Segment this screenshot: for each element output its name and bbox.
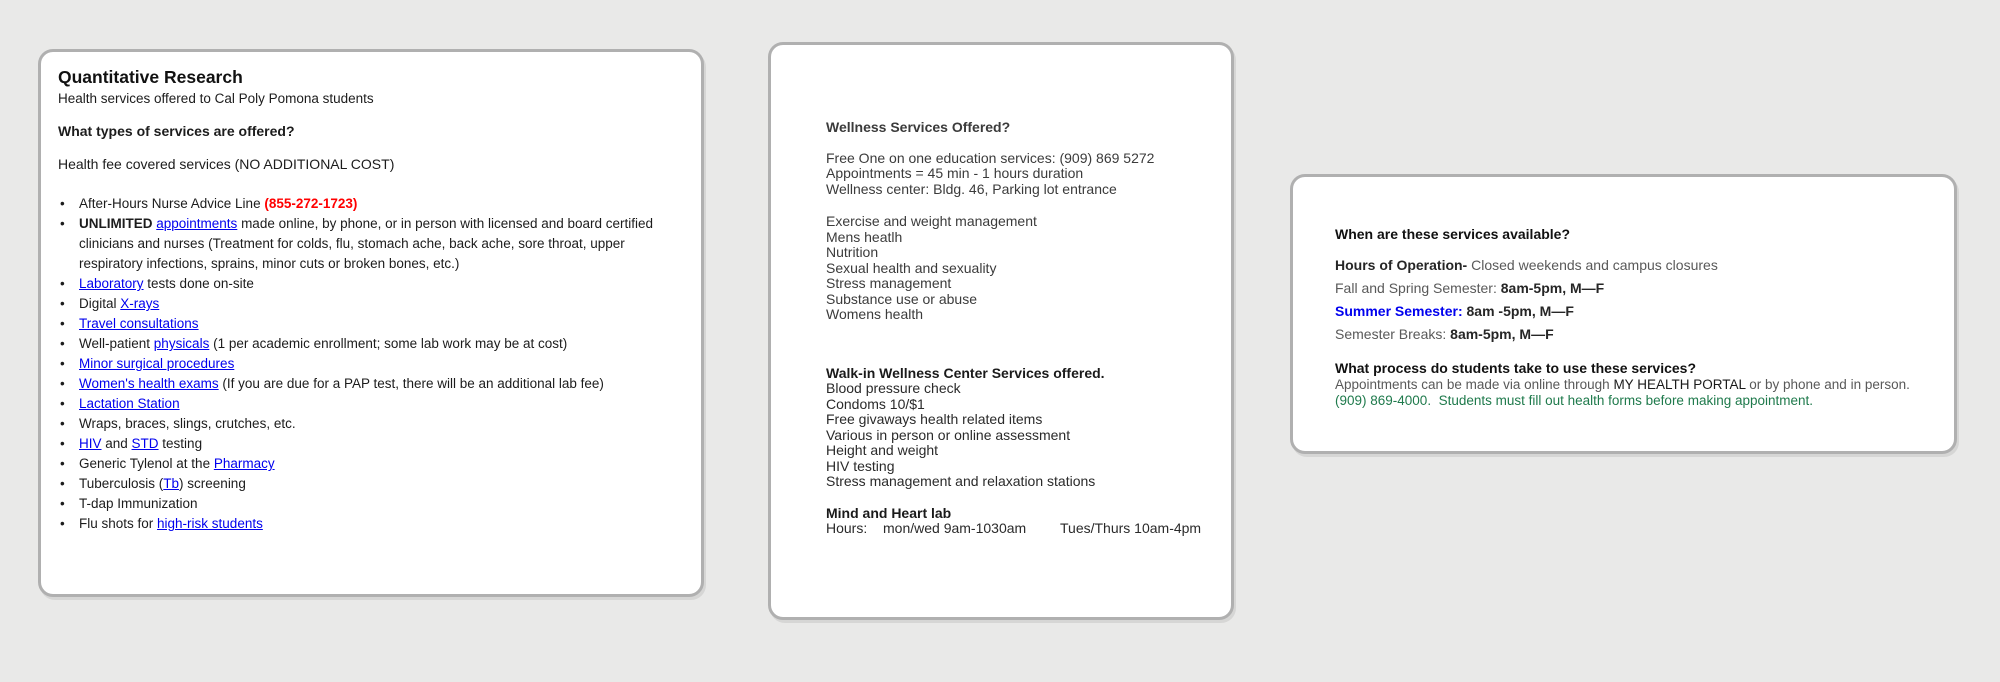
service-bullet <box>58 194 658 214</box>
service-bullet <box>58 374 658 394</box>
card2-walkin-heading: Walk-in Wellness Center Services offered. <box>826 364 1105 381</box>
lab-hours-tuesthurs: Tues/Thurs 10am-4pm <box>1060 520 1202 536</box>
walkin-item: Stress management and relaxation stations <box>826 473 1096 489</box>
card2-lab-heading: Mind and Heart lab <box>826 504 952 521</box>
service-bullet <box>58 514 658 534</box>
card3-process-question: What process do students take to use these services? <box>1335 360 1697 376</box>
info-line: Appointments = 45 min - 1 hours duration <box>826 165 1084 181</box>
card3-process-section <box>1335 359 1926 408</box>
walkin-item: Various in person or online assessment <box>826 426 1071 443</box>
text-segment: Flu shots for <box>79 516 158 531</box>
text-segment: Well-patient <box>79 336 154 351</box>
walkin-item: Condoms 10/$1 <box>826 395 925 412</box>
text-link[interactable]: STD <box>131 436 159 451</box>
service-bullet <box>58 314 658 334</box>
text-link[interactable]: appointments <box>156 216 238 231</box>
text-segment: Digital <box>79 296 121 311</box>
service-bullet <box>58 434 658 454</box>
text-segment: (If you are due for a PAP test, there will be an additional lab fee) <box>218 376 604 391</box>
text-segment: Closed weekends and campus closures <box>1471 257 1718 273</box>
text-link[interactable]: Lactation Station <box>79 396 180 411</box>
text-segment: (855-272-1723) <box>264 196 358 211</box>
text-segment: tests done on-site <box>143 276 254 291</box>
walkin-item: Free givaways health related items <box>826 411 1043 427</box>
walkin-item: HIV testing <box>826 457 895 474</box>
card3-content <box>1293 177 1954 408</box>
walkin-item: Blood pressure check <box>826 380 961 396</box>
lab-hours-monwed: mon/wed 9am-1030am <box>883 520 1027 536</box>
service-bullet <box>58 474 658 494</box>
text-segment: (909) 869-4000. Students must fill out health forms before making appointment. <box>1335 392 1814 408</box>
text-segment: ) screening <box>179 476 246 491</box>
service-line: Womens health <box>826 306 924 322</box>
text-segment: testing <box>158 436 203 451</box>
text-segment: Hours of Operation- <box>1335 257 1472 273</box>
text-segment: Appointments can be made via online through <box>1335 377 1614 392</box>
text-link[interactable]: Pharmacy <box>213 456 275 471</box>
card2-content <box>771 45 1231 537</box>
service-bullet <box>58 354 658 374</box>
card1-content <box>41 52 701 534</box>
card2-walkin-list <box>826 381 1211 490</box>
service-line: Nutrition <box>826 244 879 260</box>
card1-fee-line: Health fee covered services (NO ADDITIONAL COST) <box>58 156 395 172</box>
card2-info-lines <box>826 151 1211 198</box>
text-segment: Fall and Spring Semester: <box>1335 280 1501 296</box>
card3-process-line2 <box>1335 393 1926 409</box>
text-link[interactable]: physicals <box>153 336 210 351</box>
info-line: Wellness center: Bldg. 46, Parking lot entrance <box>826 180 1117 197</box>
text-link[interactable]: X-rays <box>120 296 160 311</box>
text-segment: T-dap Immunization <box>79 496 198 511</box>
service-bullet <box>58 454 658 474</box>
service-line: Substance use or abuse <box>826 290 977 307</box>
card1-question: What types of services are offered? <box>58 123 295 139</box>
text-segment: made online, by phone, or in person with licensed and board certified clinicians and nurses (Treatment for colds, flu, stomach ache, back ache, sore throat, upper respiratory infections, sprains, minor cuts or broken bones, etc.) <box>79 216 654 271</box>
text-link[interactable]: Tb <box>163 476 180 491</box>
text-segment: 8am -5pm, M—F <box>1466 303 1574 319</box>
text-segment: or by phone and in person. <box>1745 377 1910 392</box>
card1-services-list <box>58 194 658 534</box>
service-bullet <box>58 414 658 434</box>
text-segment: 8am-5pm, M—F <box>1450 326 1554 342</box>
text-link[interactable]: Women's health exams <box>79 376 219 391</box>
note-card-quantitative-research <box>38 49 704 597</box>
service-line: Sexual health and sexuality <box>826 259 997 276</box>
card1-subtitle: Health services offered to Cal Poly Pomona students <box>58 91 374 106</box>
text-link[interactable]: Minor surgical procedures <box>79 356 235 371</box>
service-bullet <box>58 214 658 274</box>
text-segment: After-Hours Nurse Advice Line <box>79 196 265 211</box>
hours-line <box>1335 302 1926 320</box>
process-line <box>1335 393 1926 409</box>
text-segment: and <box>101 436 132 451</box>
walkin-item: Height and weight <box>826 442 939 458</box>
card2-heading: Wellness Services Offered? <box>826 119 1011 135</box>
service-bullet <box>58 494 658 514</box>
card2-lab-section <box>826 506 1211 537</box>
note-card-wellness-services <box>768 42 1234 620</box>
text-segment: (1 per academic enrollment; some lab work may be at cost) <box>209 336 568 351</box>
card1-title: Quantitative Research <box>58 67 243 87</box>
hours-line <box>1335 256 1926 274</box>
text-link[interactable]: HIV <box>79 436 102 451</box>
info-line: Free One on one education services: (909) 869 5272 <box>826 149 1155 166</box>
service-line: Exercise and weight management <box>826 213 1037 229</box>
card3-process-line1 <box>1335 377 1926 393</box>
service-line: Mens heatlh <box>826 228 903 245</box>
service-bullet <box>58 334 658 354</box>
service-bullet <box>58 294 658 314</box>
hours-line <box>1335 279 1926 297</box>
text-link[interactable]: high-risk students <box>157 516 263 531</box>
card2-lab-hours <box>826 521 1211 537</box>
text-segment: Summer Semester: <box>1335 303 1467 319</box>
text-segment: Tuberculosis ( <box>79 476 164 491</box>
text-segment: 8am-5pm, M—F <box>1500 280 1605 296</box>
text-link[interactable]: Travel consultations <box>79 316 199 331</box>
text-segment: MY HEALTH PORTAL <box>1613 377 1746 392</box>
text-segment: UNLIMITED <box>79 216 157 231</box>
service-line: Stress management <box>826 275 952 291</box>
text-segment: Semester Breaks: <box>1335 326 1451 342</box>
note-card-availability <box>1290 174 1957 454</box>
hours-line <box>1335 325 1926 343</box>
lab-hours-label: Hours: <box>826 520 868 536</box>
card2-walkin-section <box>826 366 1211 490</box>
card3-question: When are these services available? <box>1335 226 1571 242</box>
text-segment: Wraps, braces, slings, crutches, etc. <box>79 416 296 431</box>
service-bullet <box>58 274 658 294</box>
text-link[interactable]: Laboratory <box>79 276 144 291</box>
service-bullet <box>58 394 658 414</box>
process-line <box>1335 377 1926 393</box>
card3-hours-list <box>1335 256 1926 343</box>
card2-services-list <box>826 214 1211 323</box>
text-segment: Generic Tylenol at the <box>79 456 214 471</box>
